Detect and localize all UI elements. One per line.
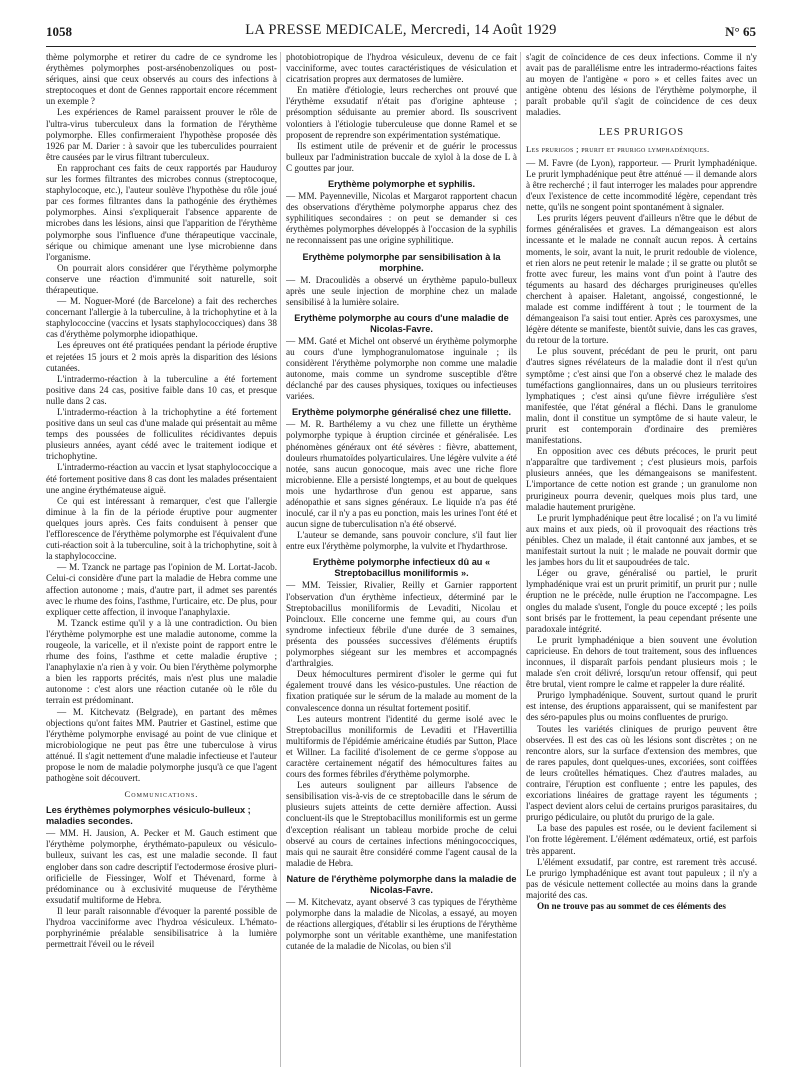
column-3 (526, 52, 757, 1067)
article-heading: Erythème polymorphe généralisé chez une fillette. (291, 407, 512, 418)
running-header (46, 22, 756, 44)
article-heading: Les érythèmes polymorphes vésiculo-bulleux ; maladies secondes. (46, 805, 251, 827)
paragraph: Deux hémocultures permirent d'isoler le germe qui fut également trouvé dans les vésico-pustules. Une réaction de fixation pratiquée sur le sérum de la malade au moment de la convalescence donna un résultat fortement positif. (286, 669, 517, 713)
paragraph: Les auteurs soulignent par ailleurs l'absence de sensibilisation vis-à-vis de ce streptobacille dans le sérum de plusieurs sujets atteints de cette dernière affection. Aussi concluent-ils que le Streptobacillus moniliformis est un germe d'exception réalisant un tableau morbide proche de celui observé au cours de certaines infections méningococciques, mais qui ne saurait être considéré comme l'agent causal de la maladie de Hebra. (286, 780, 517, 868)
journal-title: LA PRESSE MEDICALE, Mercredi, 14 Août 1929 (245, 22, 557, 38)
article-heading: Erythème polymorphe et syphilis. (327, 179, 476, 190)
header-rule (46, 46, 756, 47)
paragraph: Ils estiment utile de prévenir et de guérir le processus bulleux par l'administration buccale de xylol à la dose de L à C gouttes par jour. (286, 140, 517, 173)
paragraph: Léger ou grave, généralisé ou partiel, le prurit lymphadénique vrai est un prurit primitif, un prurit pur ; nulle éruption ne le précède, nulle éruption ne l'accompagne. Les ongles du malade s'usent, l'ongle du pouce excepté ; les poils sont brisés par le frottement, la peau cependant présente une paradoxale intégrité. (526, 568, 757, 634)
article-heading: Erythème polymorphe infectieux dû au « Streptobacillus moniliformis ». (312, 557, 491, 579)
paragraph: Les expériences de Ramel paraissent prouver le rôle de l'ultra-virus tuberculeux dans la formation de l'érythème polymorphe. Elles confirmeraient l'hypothèse proposée dès 1926 par M. Darier : à savoir que les tuberculides pourraient être causées par le virus filtrant tuberculeux. (46, 107, 277, 162)
page-number: 1058 (46, 24, 72, 39)
paragraph: — M. Tzanck ne partage pas l'opinion de M. Lortat-Jacob. Celui-ci considère d'une part la maladie de Hebra comme une affection autonome ; mais, d'autre part, il admet ses parentés avec le rhume des foins, l'asthme, l'urticaire, etc. De plus, pour expliquer cette affection, il invoque l'anaphylaxie. (46, 562, 277, 617)
paragraph: Il leur paraît raisonnable d'évoquer la parenté possible de l'hydroa vacciniforme avec l'hydroa vésiculeux. L'hémato-porphyrinémie préalable sensibilisatrice à la lumière permettrait l'éveil ou le réveil (46, 905, 277, 950)
paragraph: Les prurits légers peuvent d'ailleurs n'être que le début de formes généralisées et graves. La démangeaison est alors incessante et le malade ne connaît aucun repos. À certains moments, le soir, avant la nuit, le prurit redouble de violence, et rien alors ne peut retenir le malade ; il se gratte ou plutôt se frotte avec fureur, les mains vont d'un point à l'autre des téguments au hasard des décharges prurigineuses qu'elles cherchent à apaiser. Haletant, angoissé, congestionné, le malade est comme indifférent à tout ; le tourment de la démangeaison l'a saisi tout entier. Après ces paroxysmes, une légère détente se manifeste, bientôt suivie, dans les cas graves, du retour de la torture. (526, 213, 757, 346)
paragraph: — M. R. Barthélemy a vu chez une fillette un érythème polymorphe typique à éruption circinée et généralisée. Les phénomènes généraux ont été sévères : fièvre, abattement, douleurs rhumatoïdes polyarticulaires. Une légère vulvite a été notée, sans aucun gonocoque, mais avec une riche flore microbienne. Elle a persisté longtemps, et au bout de quelques mois une hydarthrose d'un genou est apparue, sans adénopathie et sans signes généraux. Le liquide n'a pas été inoculé, car il n'y a pas eu ponction, mais les urines l'ont été et aucun signe de tuberculisation n'a été observé. (286, 419, 517, 530)
paragraph: — MM. Payenneville, Nicolas et Margarot rapportent chacun des observations d'érythème polymorphe apparus chez des syphilitiques secondaires : on peut se demander si ces érythèmes polymorphes développés à l'occasion de la syphilis ne reconnaissent pas une origine syphilitique. (286, 191, 517, 246)
column-divider (280, 52, 281, 1067)
issue-number: N° 65 (725, 24, 756, 39)
paragraph: Prurigo lymphadénique. Souvent, surtout quand le prurit est intense, des éruptions apparaissent, qui se manifestent par des séro-papules plus ou moins confluentes de prurigo. (526, 690, 757, 723)
paragraph: Ce qui est intéressant à remarquer, c'est que l'allergie diminue à la fin de la période éruptive pour augmenter quelques jours après. Ces faits conduisent à penser que l'efflorescence de l'érythème polymorphe est l'équivalent d'une cuti-réaction soit à la tuberculine, soit à la trichophytine, soit à la staphylococcine. (46, 495, 277, 562)
column-2 (286, 52, 517, 1067)
column-divider (520, 52, 521, 1067)
paragraph: M. Tzanck estime qu'il y a là une contradiction. Ou bien l'érythème polymorphe est une maladie autonome, comme la rougeole, la varicelle, et il n'existe point de rapport entre le rhume des foins, l'asthme et cette maladie éruptive ; l'anaphylaxie n'a rien à y voir. Ou bien l'érythème polymorphe a bien les rapports précités, mais n'est plus une maladie autonome : c'est alors une réaction cutanée où le rôle du terrain est prédominant. (46, 617, 277, 706)
paragraph: Les épreuves ont été pratiquées pendant la période éruptive et rejetées 15 jours et 2 mois après la disparition des lésions cutanées. (46, 340, 277, 373)
paragraph: On ne trouve pas au sommet de ces éléments des (537, 901, 726, 912)
paragraph: Les auteurs montrent l'identité du germe isolé avec le Streptobacillus moniliformis de Levaditi et l'Havertillia multiformis de l'épidémie américaine étudiés par Sutton, Place et Willner. La facilité d'isolement de ce germe s'oppose au caractère certainement négatif des hémocultures faites au cours des formes fébriles d'érythème polymorphe. (286, 713, 517, 780)
paragraph: — MM. Gaté et Michel ont observé un érythème polymorphe au cours d'une lymphogranulomatose inguinale ; ils considèrent l'érythème polymorphe non comme une maladie autonome, mais comme un syndrome susceptible d'être déclanché par des causes physiques, toxiques ou infectieuses variées. (286, 335, 517, 402)
paragraph: L'élément exsudatif, par contre, est rarement très accusé. Le prurigo lymphadénique est avant tout papuleux ; il n'y a pas de vésicule nettement collectée au moins dans la grande majorité des cas. (526, 856, 757, 900)
article-heading: Erythème polymorphe au cours d'une maladie de Nicolas-Favre. (294, 312, 509, 334)
subsection-heading: Les prurigos ; prurit et prurigo lymphadéniques. (526, 143, 710, 154)
paragraph: thème polymorphe et retirer du cadre de ce syndrome les érythèmes polymorphes post-arsénobenzoliques ou post-sériques, ainsi que ceux observés au cours des infections à streptocoques et dont de Gennes rapportait encore récemment un exemple ? (46, 52, 277, 107)
paragraph: Le prurit lymphadénique peut être localisé ; on l'a vu limité aux mains et aux pieds, où il provoquait des réactions très pénibles. Chez un malade, il était cantonné aux jambes, et se manifestait surtout la nuit ; le malade ne pouvait dormir que les jambes hors du lit et saupoudrées de talc. (526, 512, 757, 568)
paragraph: L'intradermo-réaction à la tuberculine a été fortement positive dans 24 cas, positive faible dans 10 cas, et presque nulle dans 2 cas. (46, 373, 277, 406)
article-heading: Erythème polymorphe par sensibilisation à la morphine. (302, 251, 501, 273)
paragraph: photobiotropique de l'hydroa vésiculeux, devenu de ce fait vacciniforme, avec toutes caractéristiques de vésiculation et cicatrisation propres aux dermatoses de lumière. (286, 52, 517, 85)
paragraph: — M. Kitchevatz, ayant observé 3 cas typiques de l'érythème polymorphe dans la maladie de Nicolas, a essayé, au moyen de réactions allergiques, d'établir si les éruptions de l'érythème polymorphe sont un véritable exanthème, une manifestation cutanée de la maladie de Nicolas, ou bien s'il (286, 896, 517, 952)
paragraph: — MM. H. Jausion, A. Pecker et M. Gauch estiment que l'érythème polymorphe, érythémato-papuleux ou vésiculo-bulleux, suivant les cas, est une maladie seconde. Il faut englober dans son cadre descriptif l'ectodermose érosive pluri-orificielle de Fiessinger, Wolf et Thévenard, forme à prédominance ou à exclusivité muqueuse de l'érythème exsudatif multiforme de Hebra. (46, 828, 277, 905)
paragraph: La base des papules est rosée, ou le devient facilement si l'on frotte légèrement. L'élément œdémateux, ortié, est parfois très apparent. (526, 823, 757, 856)
paragraph: L'auteur se demande, sans pouvoir conclure, s'il faut lier entre eux l'érythème polymorphe, la vulvite et l'hydarthrose. (286, 530, 517, 552)
paragraph: — M. Noguer-Moré (de Barcelone) a fait des recherches concernant l'allergie à la tuberculine, à la trichophytine et à la staphylococcine (vaccins et lysats staphylococciques) dans 38 cas d'érythème polymorphe idiopathique. (46, 296, 277, 340)
paragraph: — M. Favre (de Lyon), rapporteur. — Prurit lymphadénique. Le prurit lymphadénique peut être atténué — il demande alors à être recherché ; il faut interroger les malades pour apprendre d'eux l'existence de cette incommodité légère, cependant très nette, qu'ils ne songent point spontanément à signaler. (526, 157, 757, 213)
paragraph: En matière d'étiologie, leurs recherches ont prouvé que l'érythème exsudatif n'était pas d'origine aphteuse ; présomption séduisante au premier abord. Ils souscrivent volontiers à l'étiologie tuberculeuse que donne Ramel et se proposent de reprendre son expérimentation systématique. (286, 85, 517, 140)
paragraph: Le plus souvent, précédant de peu le prurit, ont paru d'autres signes révélateurs de la maladie dont il n'est qu'un symptôme ; c'est ainsi que l'on a observé chez le malade des tuméfactions ganglionnaires, dans un ou plusieurs territoires lymphatiques ; c'est ainsi qu'une fièvre irrégulière s'est manifestée, que l'état général a fléchi. Dans le granulome malin, dont il constitue un symptôme de si haute valeur, le prurit est contemporain d'ordinaire des premières manifestations. (526, 346, 757, 446)
paragraph: — MM. Teissier, Rivalier, Reilly et Garnier rapportent l'observation d'un érythème infectieux, déterminé par le Streptobacillus moniliformis de Levaditi, Nicolau et Poincloux. Elle concerne une femme qui, au cours d'un syndrome infectieux fébrile d'une durée de 3 semaines, présenta des poussées successives d'éléments éruptifs polymorphes siégeant sur les membres et accompagnés d'arthralgies. (286, 580, 517, 669)
paragraph: L'intradermo-réaction à la trichophytine a été fortement positive dans un seul cas d'une malade qui présentait au même temps des poussées de folliculites récidivantes depuis plusieurs années, ayant cédé avec le traitement iodique et trichophytine. (46, 407, 277, 462)
paragraph: L'intradermo-réaction au vaccin et lysat staphylococcique a été fortement positive dans 8 cas dont les malades présentaient une angine érythémateuse aiguë. (46, 462, 277, 495)
paragraph: Toutes les variétés cliniques de prurigo peuvent être observées. Il est des cas où les lésions sont discrètes ; on ne rencontre alors, sur la surface d'extension des membres, que de rares papules, dont quelques-unes, excoriées, sont coiffées de leurs croûtelles hématiques. Chez d'autres malades, au contraire, l'éruption est confluente ; entre les papules, des excoriations linéaires de grattage rayent les téguments ; l'aspect devient alors celui de certains prurigos parasitaires, du prurigo pédiculaire, ou plutôt du prurigo de la gale. (526, 723, 757, 823)
article-heading: Nature de l'érythème polymorphe dans la maladie de Nicolas-Favre. (286, 873, 517, 895)
section-heading-communications: Communications. (124, 789, 199, 800)
paragraph: On pourrait alors considérer que l'érythème polymorphe conserve une réaction d'immunité soit naturelle, soit thérapeutique. (46, 262, 277, 295)
paragraph: Le prurit lymphadénique a bien souvent une évolution capricieuse. En dehors de tout traitement, sous des influences inconnues, il disparaît parfois pendant plusieurs mois ; le malade s'en croit délivré, lorsqu'un retour offensif, qui peut être brutal, vient rompre le calme et rappeler la dure réalité. (526, 634, 757, 690)
paragraph: — M. Kitchevatz (Belgrade), en partant des mêmes objections qu'ont faites MM. Pautrier et Gastinel, estime que l'érythème polymorphe envisagé au point de vue clinique et microbiologique ne peut pas être une tuberculose à virus atténué. Il s'agit nettement d'une maladie infectieuse et l'auteur propose le nom de maladie polymorphe jusqu'à ce que l'agent pathogène soit découvert. (46, 706, 277, 784)
column-1 (46, 52, 277, 1067)
paragraph: — M. Dracoulidès a observé un érythème papulo-bulleux après une seule injection de morphine chez un malade sensibilisé à la lumière solaire. (286, 274, 517, 307)
paragraph: En opposition avec ces débuts précoces, le prurit peut n'apparaître que tardivement ; c'est plusieurs mois, parfois plusieurs années, que les démangeaisons se manifestent. L'importance de cette notion est grande ; un granulome non prurigineux pourra devenir, quelques mois plus tard, une maladie hautement prurigène. (526, 446, 757, 512)
paragraph: s'agit de coïncidence de ces deux infections. Comme il n'y avait pas de parallélisme entre les intradermo-réactions faites au moyen de l'antigène « poro » et celles faites avec un antigène obtenu des lésions de l'érythème polymorphe, il paraît probable qu'il s'agit de coïncidence de ces deux maladies. (526, 52, 757, 118)
section-heading-prurigos: LES PRURIGOS (598, 126, 685, 138)
paragraph: En rapprochant ces faits de ceux rapportés par Hauduroy sur les formes filtrantes des microbes connus (streptocoque, staphylocoque, etc.), l'auteur soulève l'hypothèse du rôle joué par ces formes filtrantes dans la pathogénie des érythèmes polymorphes. Ainsi s'expliquerait l'absence apparente de microbes dans les lésions, ainsi que l'apparition de l'érythème polymorphe sous l'influence d'une thérapeutique vaccinale, sérique ou chimique amenant une lyse microbienne dans l'organisme. (46, 162, 277, 262)
